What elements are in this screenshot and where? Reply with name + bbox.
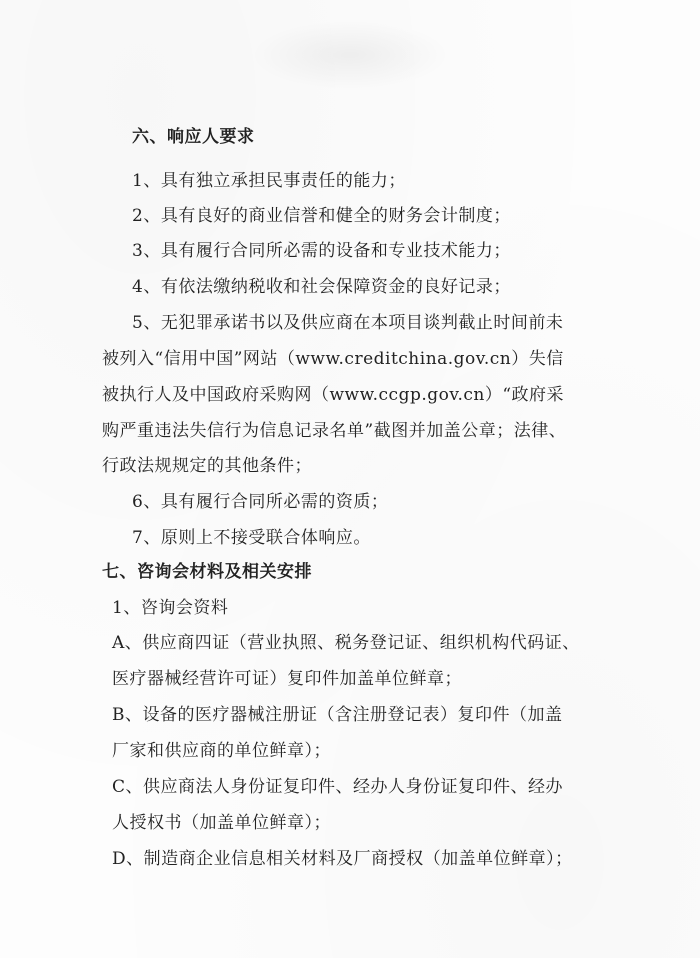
material-b-line-2: 厂家和供应商的单位鲜章）；: [112, 741, 331, 761]
material-a-line-2: 医疗器械经营许可证）复印件加盖单位鲜章；: [112, 669, 462, 689]
requirement-item-6: 6、具有履行合同所必需的资质；: [132, 492, 389, 512]
subsection-1-title: 1、咨询会资料: [112, 598, 229, 618]
material-c-line-2: 人授权书（加盖单位鲜章）；: [112, 813, 331, 833]
requirement-item-3: 3、具有履行合同所必需的设备和专业技术能力；: [132, 241, 511, 261]
requirement-item-4: 4、有依法缴纳税收和社会保障资金的良好记录；: [132, 277, 511, 297]
requirement-item-7: 7、原则上不接受联合体响应。: [132, 528, 371, 548]
material-c-line-1: C、供应商法人身份证复印件、经办人身份证复印件、经办: [112, 777, 564, 797]
material-b-line-1: B、设备的医疗器械注册证（含注册登记表）复印件（加盖: [112, 705, 563, 725]
requirement-item-2: 2、具有良好的商业信誉和健全的财务会计制度；: [132, 206, 511, 226]
section-7-heading: 七、咨询会材料及相关安排: [102, 562, 312, 582]
requirement-item-5-line-4: 购严重违法失信行为信息记录名单”截图并加盖公章；法律、: [102, 421, 567, 441]
requirement-item-5-line-2: 被列入“信用中国”网站（www.creditchina.gov.cn）失信: [102, 349, 564, 369]
requirement-item-5-line-1: 5、无犯罪承诺书以及供应商在本项目谈判截止时间前未: [132, 313, 564, 333]
section-6-heading: 六、响应人要求: [132, 127, 255, 147]
material-d-line-1: D、制造商企业信息相关材料及厂商授权（加盖单位鲜章）；: [112, 849, 573, 869]
requirement-item-1: 1、具有独立承担民事责任的能力；: [132, 171, 406, 191]
material-a-line-1: A、供应商四证（营业执照、税务登记证、组织机构代码证、: [112, 633, 580, 653]
requirement-item-5-line-3: 被执行人及中国政府采购网（www.ccgp.gov.cn）“政府采: [102, 385, 565, 405]
requirement-item-5-line-5: 行政法规规定的其他条件；: [102, 456, 312, 476]
